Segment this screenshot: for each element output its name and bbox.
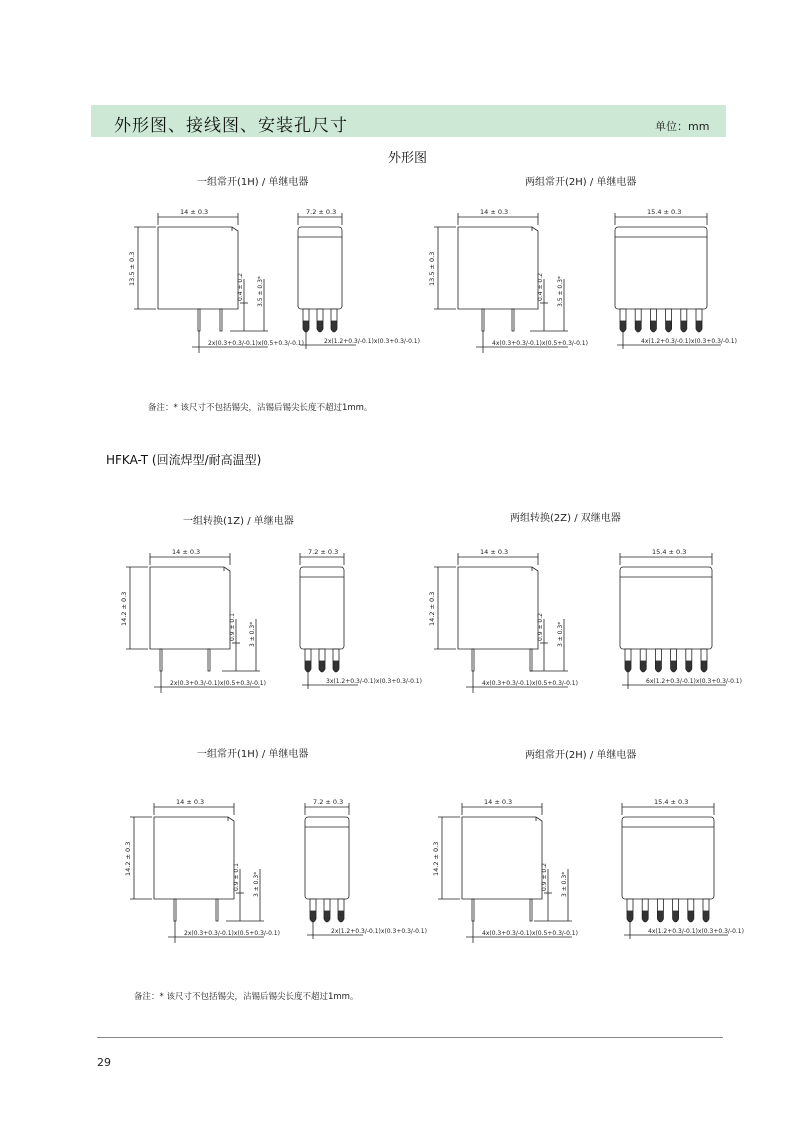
- pin-base: [303, 309, 309, 321]
- pin-base: [333, 649, 339, 661]
- drawing-caption: 两组常开(2H) / 单继电器: [525, 750, 637, 761]
- pin-base: [324, 899, 330, 911]
- relay-body: [462, 817, 542, 899]
- width-dimension-label: 14 ± 0.3: [480, 208, 509, 216]
- relay-side-body: [305, 817, 349, 899]
- pin-base: [620, 309, 626, 321]
- relay-side-body: [615, 227, 707, 309]
- pin-offset-label: 0.9 ± 0.2: [537, 613, 544, 641]
- pin-tip: [620, 321, 626, 332]
- pin-tip: [671, 661, 677, 672]
- height-dimension-label: 14.2 ± 0.3: [428, 591, 436, 626]
- pin-tip: [640, 661, 646, 672]
- pin-tip: [627, 911, 633, 922]
- side-width-label: 15.4 ± 0.3: [647, 208, 682, 216]
- pin-base: [310, 899, 316, 911]
- outline-drawing-title: 外形图: [388, 151, 428, 166]
- pin: [174, 899, 176, 921]
- drawing-caption: 一组常开(1H) / 单继电器: [197, 749, 309, 760]
- side-pin-spec-label: 2x(1.2+0.3/-0.1)x(0.3+0.3/-0.1): [324, 338, 420, 345]
- front-view: [428, 208, 588, 353]
- drawing-caption: 两组常开(2H) / 单继电器: [525, 177, 637, 188]
- pin-tip: [681, 321, 687, 332]
- pin-length-label: 3.5 ± 0.3*: [257, 276, 264, 307]
- pin-tip: [625, 661, 631, 672]
- pin-tip: [650, 321, 656, 332]
- pin-base: [688, 899, 694, 911]
- side-pin-spec-label: 6x(1.2+0.3/-0.1)x(0.3+0.3/-0.1): [646, 678, 742, 685]
- side-view-drawing: [305, 795, 425, 955]
- side-view-drawing: [620, 545, 740, 705]
- pin-offset-label: 0.4 ± 0.2: [537, 273, 544, 301]
- pin-base: [673, 899, 679, 911]
- footnote: 备注：* 该尺寸不包括锡尖，沾锡后锡尖长度不超过1mm。: [134, 992, 359, 1002]
- pin-length-label: 3 ± 0.3*: [561, 871, 568, 897]
- pin-base: [338, 899, 344, 911]
- pin-base: [696, 309, 702, 321]
- model-heading: HFKA-T (回流焊型/耐高温型): [106, 453, 262, 467]
- front-view: [124, 798, 280, 943]
- side-view: [615, 208, 737, 349]
- pin-tip: [657, 911, 663, 922]
- pin-spec-label: 2x(0.3+0.3/-0.1)x(0.5+0.3/-0.1): [208, 340, 304, 347]
- relay-body: [154, 817, 234, 899]
- pin-base: [317, 309, 323, 321]
- pin-tip: [703, 911, 709, 922]
- unit-label: 单位：mm: [655, 120, 710, 133]
- pin-tip: [673, 911, 679, 922]
- front-view-drawing: [410, 205, 588, 365]
- side-pin-spec-label: 2x(1.2+0.3/-0.1)x(0.3+0.3/-0.1): [331, 928, 427, 935]
- pin-tip: [317, 321, 323, 332]
- pin-tip: [701, 661, 707, 672]
- pin-base: [655, 649, 661, 661]
- pin-offset-label: 0.9 ± 0.1: [233, 863, 240, 891]
- side-view-drawing: [298, 205, 418, 365]
- relay-body: [458, 227, 538, 309]
- height-dimension-label: 14.2 ± 0.3: [124, 841, 132, 876]
- side-view: [305, 798, 427, 939]
- pin-base: [681, 309, 687, 321]
- side-pin-spec-label: 3x(1.2+0.3/-0.1)x(0.3+0.3/-0.1): [326, 678, 422, 685]
- width-dimension-label: 14 ± 0.3: [484, 798, 513, 806]
- pin-tip: [319, 661, 325, 672]
- pin-base: [627, 899, 633, 911]
- side-pin-spec-label: 4x(1.2+0.3/-0.1)x(0.3+0.3/-0.1): [648, 928, 744, 935]
- pin-base: [701, 649, 707, 661]
- pin-offset-label: 0.9 ± 0.2: [541, 863, 548, 891]
- pin-base: [305, 649, 311, 661]
- pin-base: [642, 899, 648, 911]
- page-number: 29: [97, 1056, 111, 1069]
- front-view-drawing: [410, 545, 580, 705]
- drawing-caption: 一组常开(1H) / 单继电器: [197, 177, 309, 188]
- pin-tip: [305, 661, 311, 672]
- front-view-drawing: [120, 795, 290, 955]
- pin-tip: [666, 321, 672, 332]
- pin: [208, 649, 210, 671]
- pin-base: [319, 649, 325, 661]
- side-view: [300, 548, 422, 689]
- pin-base: [635, 309, 641, 321]
- side-view-drawing: [300, 545, 420, 705]
- side-pin-spec-label: 4x(1.2+0.3/-0.1)x(0.3+0.3/-0.1): [641, 338, 737, 345]
- drawing-caption: 两组转换(2Z) / 双继电器: [510, 513, 621, 524]
- pin-tip: [635, 321, 641, 332]
- pin-base: [331, 309, 337, 321]
- section-header-title: 外形图、接线图、安装孔尺寸: [114, 116, 348, 136]
- side-width-label: 15.4 ± 0.3: [654, 798, 689, 806]
- front-view: [128, 208, 304, 353]
- pin-base: [686, 649, 692, 661]
- pin-length-label: 3 ± 0.3*: [249, 621, 256, 647]
- relay-side-body: [298, 227, 342, 309]
- drawing-caption: 一组转换(1Z) / 单继电器: [183, 516, 294, 527]
- side-width-label: 7.2 ± 0.3: [313, 798, 344, 806]
- pin-tip: [331, 321, 337, 332]
- pin-spec-label: 2x(0.3+0.3/-0.1)x(0.5+0.3/-0.1): [184, 930, 280, 937]
- pin-base: [703, 899, 709, 911]
- relay-body: [458, 567, 538, 649]
- pin-spec-label: 2x(0.3+0.3/-0.1)x(0.5+0.3/-0.1): [170, 680, 266, 687]
- relay-body: [158, 227, 238, 309]
- pin-length-label: 3 ± 0.3*: [253, 871, 260, 897]
- pin-tip: [655, 661, 661, 672]
- side-width-label: 15.4 ± 0.3: [652, 548, 687, 556]
- footnote: 备注：* 该尺寸不包括锡尖，沾锡后锡尖长度不超过1mm。: [148, 403, 373, 413]
- pin-length-label: 3.5 ± 0.3*: [557, 276, 564, 307]
- pin-base: [625, 649, 631, 661]
- pin: [512, 309, 514, 331]
- side-width-label: 7.2 ± 0.3: [308, 548, 339, 556]
- side-view-drawing: [615, 205, 735, 365]
- front-view: [428, 548, 578, 693]
- side-width-label: 7.2 ± 0.3: [306, 208, 337, 216]
- relay-side-body: [620, 567, 712, 649]
- pin-offset-label: 0.4 ± 0.2: [237, 273, 244, 301]
- side-view: [620, 548, 742, 689]
- pin-spec-label: 4x(0.3+0.3/-0.1)x(0.5+0.3/-0.1): [492, 340, 588, 347]
- pin-tip: [686, 661, 692, 672]
- pin: [482, 309, 484, 331]
- front-view: [432, 798, 578, 943]
- height-dimension-label: 14.2 ± 0.3: [120, 591, 128, 626]
- pin-base: [650, 309, 656, 321]
- pin: [530, 649, 532, 671]
- relay-side-body: [622, 817, 714, 899]
- side-view-drawing: [622, 795, 742, 955]
- pin-tip: [310, 911, 316, 922]
- height-dimension-label: 13.5 ± 0.3: [428, 251, 436, 286]
- pin-tip: [338, 911, 344, 922]
- pin-tip: [642, 911, 648, 922]
- width-dimension-label: 14 ± 0.3: [480, 548, 509, 556]
- pin-tip: [696, 321, 702, 332]
- pin: [216, 899, 218, 921]
- width-dimension-label: 14 ± 0.3: [180, 208, 209, 216]
- pin-spec-label: 4x(0.3+0.3/-0.1)x(0.5+0.3/-0.1): [482, 680, 578, 687]
- pin: [472, 649, 474, 671]
- pin-tip: [688, 911, 694, 922]
- pin: [220, 309, 222, 331]
- pin-tip: [303, 321, 309, 332]
- pin-base: [666, 309, 672, 321]
- pin-spec-label: 4x(0.3+0.3/-0.1)x(0.5+0.3/-0.1): [482, 930, 578, 937]
- pin-base: [671, 649, 677, 661]
- pin: [198, 309, 200, 331]
- pin: [472, 899, 474, 921]
- footer-divider: [97, 1037, 723, 1038]
- pin-tip: [324, 911, 330, 922]
- side-view: [298, 208, 420, 349]
- pin: [530, 899, 532, 921]
- front-view-drawing: [410, 795, 580, 955]
- relay-body: [150, 567, 230, 649]
- width-dimension-label: 14 ± 0.3: [176, 798, 205, 806]
- pin-tip: [333, 661, 339, 672]
- relay-side-body: [300, 567, 344, 649]
- height-dimension-label: 14.2 ± 0.3: [432, 841, 440, 876]
- front-view-drawing: [120, 205, 304, 365]
- pin-offset-label: 0.9 ± 0.1: [229, 613, 236, 641]
- side-view: [622, 798, 744, 939]
- front-view: [120, 548, 266, 693]
- pin-base: [657, 899, 663, 911]
- pin: [160, 649, 162, 671]
- pin-base: [640, 649, 646, 661]
- front-view-drawing: [120, 545, 290, 705]
- pin-length-label: 3 ± 0.3*: [557, 621, 564, 647]
- width-dimension-label: 14 ± 0.3: [172, 548, 201, 556]
- height-dimension-label: 13.5 ± 0.3: [128, 251, 136, 286]
